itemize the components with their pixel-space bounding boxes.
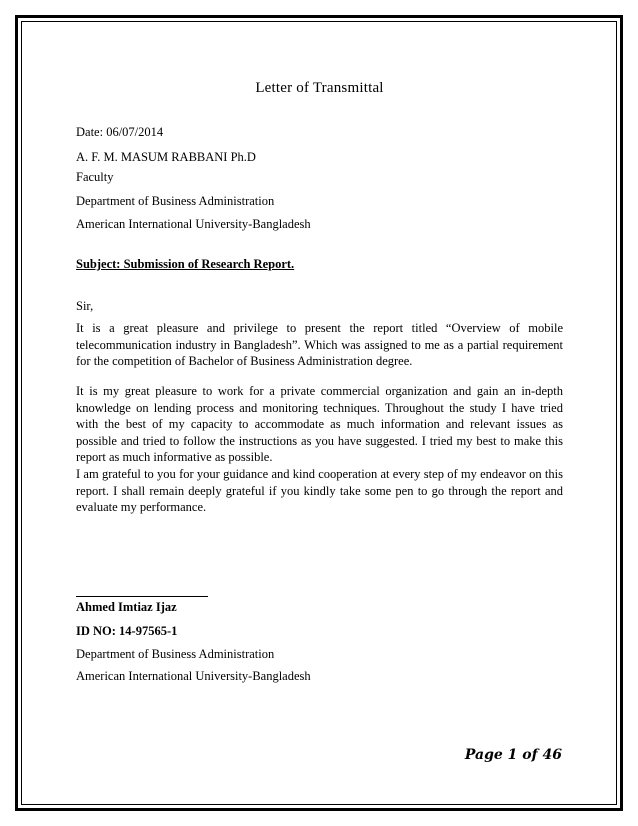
paragraph-1: It is a great pleasure and privilege to present the report titled “Overview of mobile telecommunication industry in Bangladesh”. Which was assigned to me as a partial requirement for the competition of Bachelor of Business Administration degree. [76,321,563,368]
sender-name: Ahmed Imtiaz Ijaz [76,600,177,614]
paragraph-2: It is my great pleasure to work for a private commercial organization and gain an in-depth knowledge on lending process and monitoring techniques. Throughout the study I have tried with the best of my capacity to accommodate as much information and relevant issues as possible and tried to follow the instructions as you have suggested. I tried my best to make this report as much informative as possible. [76,384,563,464]
recipient-university: American International University-Bangladesh [76,217,311,231]
sender-id: ID NO: 14-97565-1 [76,624,178,638]
page-number: Page 1 of 46 [464,747,562,763]
letter-title: Letter of Transmittal [255,80,384,96]
recipient-department: Department of Business Administration [76,194,275,208]
sender-university: American International University-Bangladesh [76,669,311,683]
letter-date: Date: 06/07/2014 [76,125,164,139]
recipient-name: A. F. M. MASUM RABBANI Ph.D [76,150,256,164]
sender-department: Department of Business Administration [76,647,275,661]
letter-subject: Subject: Submission of Research Report. [76,257,295,271]
salutation: Sir, [76,299,94,313]
signature-line [76,596,208,597]
paragraph-3: I am grateful to you for your guidance and kind cooperation at every step of my endeavor on this report. I shall remain deeply grateful if you kindly take some pen to go through the report and evaluate my performance. [76,467,563,514]
recipient-position: Faculty [76,170,114,184]
